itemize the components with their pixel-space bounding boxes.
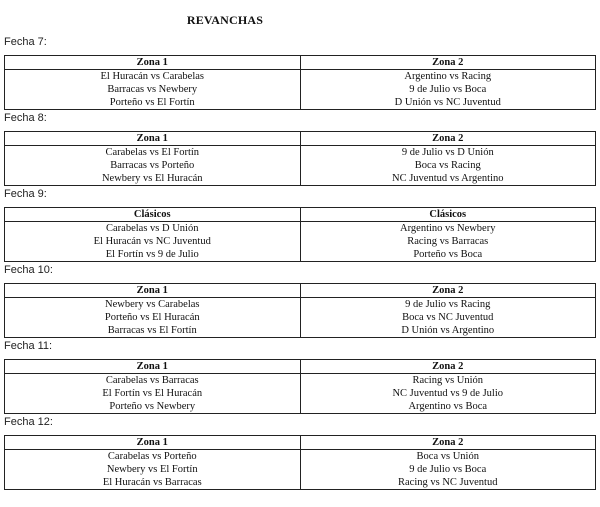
match-cell-zone-1: El Huracán vs Barracas — [5, 476, 301, 490]
column-header-left: Zona 1 — [5, 360, 301, 374]
column-header-left: Zona 1 — [5, 436, 301, 450]
match-cell-zone-2: D Unión vs Argentino — [300, 324, 596, 338]
match-cell-zone-1: Carabelas vs Barracas — [5, 374, 301, 388]
match-cell-zone-2: 9 de Julio vs Racing — [300, 298, 596, 312]
match-cell-zone-1: Newbery vs El Fortín — [5, 463, 301, 476]
table-row — [5, 96, 596, 110]
table-row — [5, 159, 596, 172]
match-cell-zone-2: 9 de Julio vs D Unión — [300, 146, 596, 160]
match-cell-zone-1: Barracas vs Porteño — [5, 159, 301, 172]
match-cell-zone-2: Boca vs NC Juventud — [300, 311, 596, 324]
match-cell-zone-1: Newbery vs El Huracán — [5, 172, 301, 186]
column-header-right: Zona 2 — [300, 132, 596, 146]
column-header-right: Zona 2 — [300, 56, 596, 70]
table-row — [5, 298, 596, 312]
match-cell-zone-1: Barracas vs Newbery — [5, 83, 301, 96]
round-label: Fecha 10: — [4, 264, 53, 276]
round-table — [4, 359, 596, 414]
match-cell-zone-2: Racing vs NC Juventud — [300, 476, 596, 490]
table-row — [5, 83, 596, 96]
table-row — [5, 400, 596, 414]
table-row — [5, 374, 596, 388]
match-cell-zone-1: Barracas vs El Fortín — [5, 324, 301, 338]
match-cell-zone-1: Porteño vs El Fortín — [5, 96, 301, 110]
match-cell-zone-2: D Unión vs NC Juventud — [300, 96, 596, 110]
table-row — [5, 222, 596, 236]
table-row — [5, 70, 596, 84]
match-cell-zone-2: NC Juventud vs 9 de Julio — [300, 387, 596, 400]
table-header-row — [5, 56, 596, 70]
column-header-right: Clásicos — [300, 208, 596, 222]
table-header-row — [5, 132, 596, 146]
match-cell-zone-2: Porteño vs Boca — [300, 248, 596, 262]
table-header-row — [5, 284, 596, 298]
match-cell-zone-2: NC Juventud vs Argentino — [300, 172, 596, 186]
table-row — [5, 172, 596, 186]
match-cell-zone-2: 9 de Julio vs Boca — [300, 83, 596, 96]
round-table — [4, 131, 596, 186]
match-cell-zone-1: El Huracán vs NC Juventud — [5, 235, 301, 248]
match-cell-zone-2: 9 de Julio vs Boca — [300, 463, 596, 476]
round-label: Fecha 11: — [4, 340, 53, 352]
match-cell-zone-2: Boca vs Unión — [300, 450, 596, 464]
round-label: Fecha 12: — [4, 416, 53, 428]
table-row — [5, 387, 596, 400]
table-row — [5, 476, 596, 490]
round-label: Fecha 7: — [4, 36, 47, 48]
column-header-left: Clásicos — [5, 208, 301, 222]
match-cell-zone-1: Newbery vs Carabelas — [5, 298, 301, 312]
match-cell-zone-2: Argentino vs Newbery — [300, 222, 596, 236]
match-cell-zone-1: Carabelas vs Porteño — [5, 450, 301, 464]
table-row — [5, 235, 596, 248]
round-table — [4, 207, 596, 262]
round-label: Fecha 8: — [4, 112, 47, 124]
round-table — [4, 283, 596, 338]
column-header-left: Zona 1 — [5, 284, 301, 298]
column-header-left: Zona 1 — [5, 56, 301, 70]
match-cell-zone-1: El Huracán vs Carabelas — [5, 70, 301, 84]
match-cell-zone-2: Boca vs Racing — [300, 159, 596, 172]
round-table — [4, 435, 596, 490]
table-row — [5, 146, 596, 160]
table-row — [5, 450, 596, 464]
table-header-row — [5, 208, 596, 222]
document-title: REVANCHAS — [186, 13, 264, 27]
match-cell-zone-1: El Fortín vs El Huracán — [5, 387, 301, 400]
table-row — [5, 311, 596, 324]
table-row — [5, 324, 596, 338]
table-header-row — [5, 360, 596, 374]
match-cell-zone-1: Porteño vs El Huracán — [5, 311, 301, 324]
table-row — [5, 248, 596, 262]
round-label: Fecha 9: — [4, 188, 47, 200]
column-header-left: Zona 1 — [5, 132, 301, 146]
match-cell-zone-1: Porteño vs Newbery — [5, 400, 301, 414]
match-cell-zone-1: Carabelas vs El Fortín — [5, 146, 301, 160]
table-row — [5, 463, 596, 476]
column-header-right: Zona 2 — [300, 284, 596, 298]
column-header-right: Zona 2 — [300, 360, 596, 374]
match-cell-zone-2: Argentino vs Racing — [300, 70, 596, 84]
round-table — [4, 55, 596, 110]
match-cell-zone-2: Racing vs Barracas — [300, 235, 596, 248]
table-header-row — [5, 436, 596, 450]
column-header-right: Zona 2 — [300, 436, 596, 450]
match-cell-zone-1: El Fortín vs 9 de Julio — [5, 248, 301, 262]
match-cell-zone-2: Argentino vs Boca — [300, 400, 596, 414]
match-cell-zone-2: Racing vs Unión — [300, 374, 596, 388]
match-cell-zone-1: Carabelas vs D Unión — [5, 222, 301, 236]
